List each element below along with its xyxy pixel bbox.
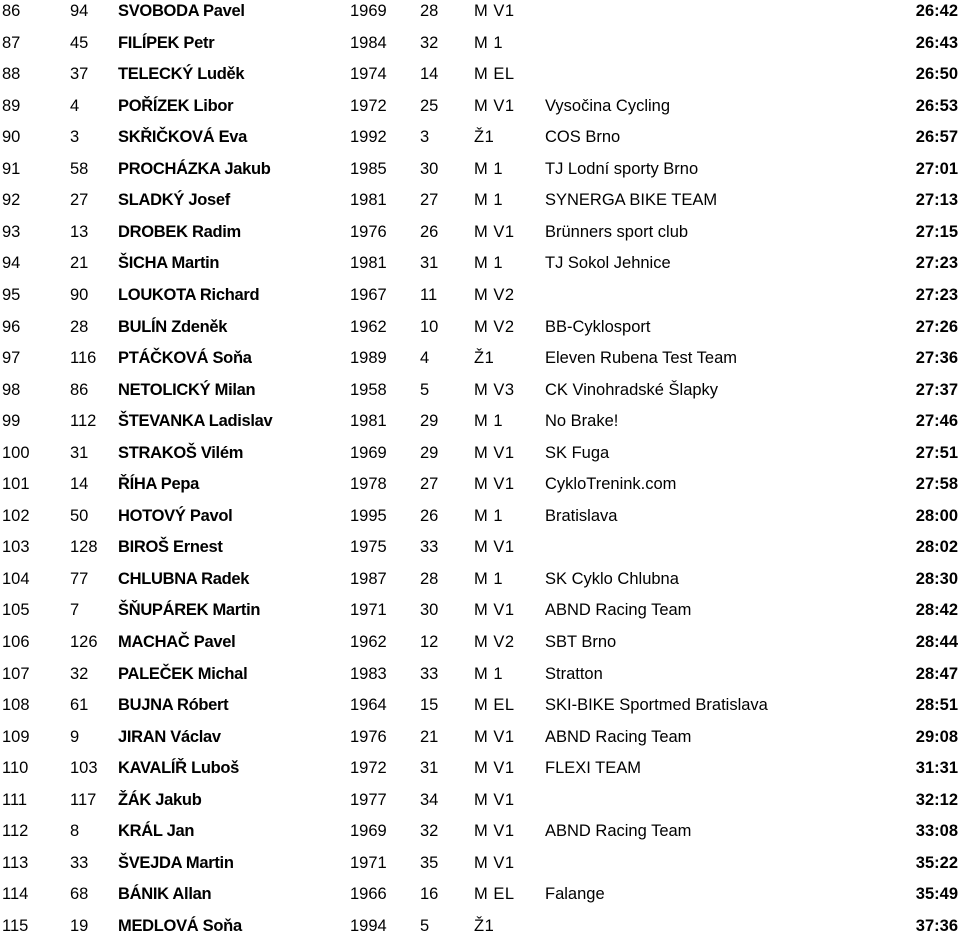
category: M V1 [474,538,515,557]
rank-cell: 95 [2,285,21,304]
birth-year: 1981 [350,254,387,273]
rank-cell: 113 [2,853,29,872]
bib-cell: 33 [70,853,89,872]
table-row [0,438,960,470]
finish-time: 27:23 [915,254,958,273]
rank-cell: 100 [2,443,30,462]
category-position: 33 [420,664,439,683]
birth-year: 1969 [350,2,387,20]
team-name: CykloTrenink.com [545,475,677,494]
racer-name: HOTOVÝ Pavol [118,506,233,525]
category-position: 35 [420,853,439,872]
bib-cell: 21 [70,254,89,273]
table-row [0,627,960,659]
rank-cell: 115 [2,916,29,935]
category: M V1 [474,727,515,746]
finish-time: 28:30 [915,569,958,588]
category: M 1 [474,191,504,210]
racer-name: BIROŠ Ernest [118,538,223,557]
bib-cell: 86 [70,380,89,399]
category: M 1 [474,569,504,588]
bib-cell: 32 [70,664,89,683]
finish-time: 37:36 [915,916,958,935]
category-position: 25 [420,96,439,115]
finish-time: 28:00 [915,506,958,525]
table-row [0,532,960,564]
birth-year: 1985 [350,159,387,178]
rank-cell: 103 [2,538,30,557]
finish-time: 28:47 [915,664,958,683]
category: M V3 [474,380,515,399]
team-name: SKI-BIKE Sportmed Bratislava [545,696,768,715]
team-name: Brünners sport club [545,222,689,241]
racer-name: MEDLOVÁ Soňa [118,916,242,935]
racer-name: POŘÍZEK Libor [118,96,234,115]
category: Ž1 [474,128,495,147]
table-row [0,595,960,627]
rank-cell: 110 [2,759,29,778]
table-row [0,248,960,280]
category: M 1 [474,159,504,178]
rank-cell: 96 [2,317,21,336]
bib-cell: 61 [70,696,89,715]
rank-cell: 109 [2,727,30,746]
birth-year: 1994 [350,916,387,935]
birth-year: 1987 [350,569,387,588]
category: Ž1 [474,916,495,935]
finish-time: 27:01 [915,159,958,178]
category-position: 26 [420,222,439,241]
birth-year: 1958 [350,380,387,399]
finish-time: 27:15 [915,222,958,241]
team-name: Bratislava [545,506,618,525]
finish-time: 27:26 [915,317,958,336]
bib-cell: 90 [70,285,89,304]
category: M V1 [474,790,515,809]
finish-time: 26:50 [915,65,958,84]
racer-name: KAVALÍŘ Luboš [118,759,240,778]
racer-name: PTÁČKOVÁ Soňa [118,349,252,368]
bib-cell: 94 [70,2,89,20]
team-name: FLEXI TEAM [545,759,641,778]
category-position: 31 [420,254,439,273]
category-position: 5 [420,916,430,935]
finish-time: 27:23 [915,285,958,304]
category-position: 5 [420,380,430,399]
category: M V1 [474,475,515,494]
category-position: 29 [420,412,439,431]
racer-name: ŠVEJDA Martin [118,853,234,872]
birth-year: 1981 [350,412,387,431]
rank-cell: 104 [2,569,30,588]
category-position: 28 [420,569,439,588]
bib-cell: 19 [70,916,89,935]
category-position: 14 [420,65,439,84]
rank-cell: 107 [2,664,30,683]
birth-year: 1971 [350,853,387,872]
category-position: 32 [420,33,439,52]
racer-name: SKŘIČKOVÁ Eva [118,128,248,147]
racer-name: BULÍN Zdeněk [118,317,228,336]
birth-year: 1981 [350,191,387,210]
finish-time: 27:37 [915,380,958,399]
table-row [0,753,960,785]
category: M EL [474,65,515,84]
rank-cell: 102 [2,506,30,525]
racer-name: SVOBODA Pavel [118,2,245,20]
table-row [0,0,960,28]
rank-cell: 114 [2,885,29,904]
finish-time: 26:43 [915,33,958,52]
bib-cell: 31 [70,443,89,462]
racer-name: BUJNA Róbert [118,696,229,715]
rank-cell: 101 [2,475,30,494]
table-row [0,406,960,438]
finish-time: 28:02 [915,538,958,557]
category: M EL [474,696,515,715]
bib-cell: 126 [70,633,98,651]
bib-cell: 45 [70,33,89,52]
table-row [0,217,960,249]
birth-year: 1972 [350,96,387,115]
birth-year: 1969 [350,443,387,462]
category-position: 21 [420,727,439,746]
category: M V1 [474,601,515,620]
racer-name: ŠTEVANKA Ladislav [118,412,273,431]
birth-year: 1984 [350,33,387,52]
birth-year: 1992 [350,128,387,147]
table-row [0,848,960,880]
table-row [0,91,960,123]
bib-cell: 7 [70,601,80,620]
rank-cell: 88 [2,65,21,84]
rank-cell: 112 [2,822,29,841]
category: M V1 [474,443,515,462]
table-row [0,122,960,154]
rank-cell: 108 [2,696,30,715]
racer-name: MACHAČ Pavel [118,633,236,651]
bib-cell: 8 [70,822,80,841]
birth-year: 1969 [350,822,387,841]
bib-cell: 9 [70,727,80,746]
birth-year: 1976 [350,222,387,241]
category: M EL [474,885,515,904]
rank-cell: 92 [2,191,21,210]
category: M 1 [474,412,504,431]
team-name: Vysočina Cycling [545,96,671,115]
rank-cell: 94 [2,254,21,273]
category-position: 33 [420,538,439,557]
finish-time: 27:46 [915,412,958,431]
birth-year: 1962 [350,317,387,336]
category: M V1 [474,759,515,778]
birth-year: 1972 [350,759,387,778]
bib-cell: 68 [70,885,89,904]
finish-time: 29:08 [915,727,958,746]
category-position: 30 [420,159,439,178]
birth-year: 1975 [350,538,387,557]
table-row [0,280,960,312]
finish-time: 32:12 [915,790,958,809]
racer-name: NETOLICKÝ Milan [118,380,256,399]
racer-name: FILÍPEK Petr [118,33,215,52]
birth-year: 1962 [350,633,387,651]
team-name: SK Cyklo Chlubna [545,569,679,588]
bib-cell: 50 [70,506,89,525]
racer-name: ŠICHA Martin [118,254,220,273]
category: M V1 [474,2,515,20]
category-position: 15 [420,696,439,715]
team-name: Falange [545,885,605,904]
table-row [0,28,960,60]
category: M 1 [474,506,504,525]
category: M V2 [474,285,515,304]
bib-cell: 117 [70,790,97,809]
rank-cell: 93 [2,222,21,241]
finish-time: 28:44 [915,633,958,651]
finish-time: 27:36 [915,349,958,368]
birth-year: 1977 [350,790,387,809]
category-position: 3 [420,128,430,147]
racer-name: TELECKÝ Luděk [118,65,245,84]
bib-cell: 13 [70,222,89,241]
birth-year: 1971 [350,601,387,620]
team-name: Stratton [545,664,603,683]
finish-time: 26:57 [915,128,958,147]
finish-time: 33:08 [915,822,958,841]
category: M V1 [474,822,515,841]
team-name: SYNERGA BIKE TEAM [545,191,718,210]
racer-name: KRÁL Jan [118,822,195,841]
category-position: 28 [420,2,439,20]
finish-time: 26:42 [915,2,958,20]
table-row [0,375,960,407]
category-position: 32 [420,822,439,841]
table-row [0,343,960,375]
rank-cell: 106 [2,633,30,651]
team-name: COS Brno [545,128,621,147]
table-row [0,879,960,911]
table-row [0,722,960,754]
table-row [0,690,960,722]
rank-cell: 99 [2,412,21,431]
finish-time: 35:49 [915,885,958,904]
category-position: 34 [420,790,439,809]
bib-cell: 116 [70,349,97,368]
team-name: ABND Racing Team [545,601,692,620]
bib-cell: 103 [70,759,98,778]
category: M V2 [474,317,515,336]
racer-name: JIRAN Václav [118,727,221,746]
birth-year: 1966 [350,885,387,904]
birth-year: 1967 [350,285,387,304]
bib-cell: 14 [70,475,89,494]
rank-cell: 86 [2,2,21,20]
racer-name: ŘÍHA Pepa [118,475,200,494]
birth-year: 1974 [350,65,387,84]
team-name: SK Fuga [545,443,610,462]
bib-cell: 4 [70,96,80,115]
finish-time: 31:31 [915,759,958,778]
team-name: BB-Cyklosport [545,317,651,336]
bib-cell: 37 [70,65,89,84]
finish-time: 28:51 [915,696,958,715]
racer-name: CHLUBNA Radek [118,569,250,588]
bib-cell: 58 [70,159,89,178]
rank-cell: 91 [2,159,21,178]
table-row [0,785,960,817]
bib-cell: 128 [70,538,98,557]
category-position: 16 [420,885,439,904]
category: M V2 [474,633,515,651]
table-row [0,59,960,91]
category-position: 27 [420,475,439,494]
rank-cell: 98 [2,380,21,399]
racer-name: PROCHÁZKA Jakub [118,159,271,178]
category-position: 29 [420,443,439,462]
bib-cell: 27 [70,191,89,210]
category: M 1 [474,254,504,273]
racer-name: PALEČEK Michal [118,664,248,683]
bib-cell: 77 [70,569,89,588]
birth-year: 1964 [350,696,387,715]
category: M V1 [474,853,515,872]
rank-cell: 97 [2,349,21,368]
team-name: ABND Racing Team [545,822,692,841]
category: M V1 [474,222,515,241]
racer-name: DROBEK Radim [118,222,241,241]
racer-name: BÁNIK Allan [118,885,212,904]
rank-cell: 87 [2,33,21,52]
team-name: TJ Sokol Jehnice [545,254,671,273]
category: M V1 [474,96,515,115]
table-row [0,911,960,943]
racer-name: STRAKOŠ Vilém [118,443,244,462]
table-row [0,564,960,596]
team-name: Eleven Rubena Test Team [545,349,738,368]
racer-name: LOUKOTA Richard [118,285,260,304]
team-name: TJ Lodní sporty Brno [545,159,699,178]
finish-time: 28:42 [915,601,958,620]
category: Ž1 [474,349,495,368]
category-position: 10 [420,317,439,336]
rank-cell: 89 [2,96,21,115]
finish-time: 27:13 [915,191,958,210]
table-row [0,312,960,344]
rank-cell: 105 [2,601,30,620]
team-name: CK Vinohradské Šlapky [545,380,719,399]
rank-cell: 111 [2,790,28,809]
birth-year: 1978 [350,475,387,494]
table-row [0,185,960,217]
racer-name: ŠŇUPÁREK Martin [118,601,261,620]
bib-cell: 112 [70,412,97,431]
birth-year: 1989 [350,349,387,368]
birth-year: 1983 [350,664,387,683]
racer-name: SLADKÝ Josef [118,191,230,210]
birth-year: 1995 [350,506,387,525]
table-row [0,659,960,691]
finish-time: 27:58 [915,475,958,494]
finish-time: 35:22 [915,853,958,872]
table-row [0,154,960,186]
category: M 1 [474,33,504,52]
birth-year: 1976 [350,727,387,746]
bib-cell: 3 [70,128,80,147]
team-name: ABND Racing Team [545,727,692,746]
category-position: 30 [420,601,439,620]
finish-time: 26:53 [915,96,958,115]
table-row [0,501,960,533]
table-row [0,469,960,501]
category-position: 31 [420,759,439,778]
table-row [0,816,960,848]
category: M 1 [474,664,504,683]
racer-name: ŽÁK Jakub [118,790,202,809]
finish-time: 27:51 [915,443,958,462]
category-position: 27 [420,191,439,210]
category-position: 26 [420,506,439,525]
team-name: No Brake! [545,412,619,431]
category-position: 12 [420,633,439,651]
category-position: 11 [420,285,438,304]
rank-cell: 90 [2,128,21,147]
bib-cell: 28 [70,317,89,336]
category-position: 4 [420,349,430,368]
team-name: SBT Brno [545,633,617,651]
